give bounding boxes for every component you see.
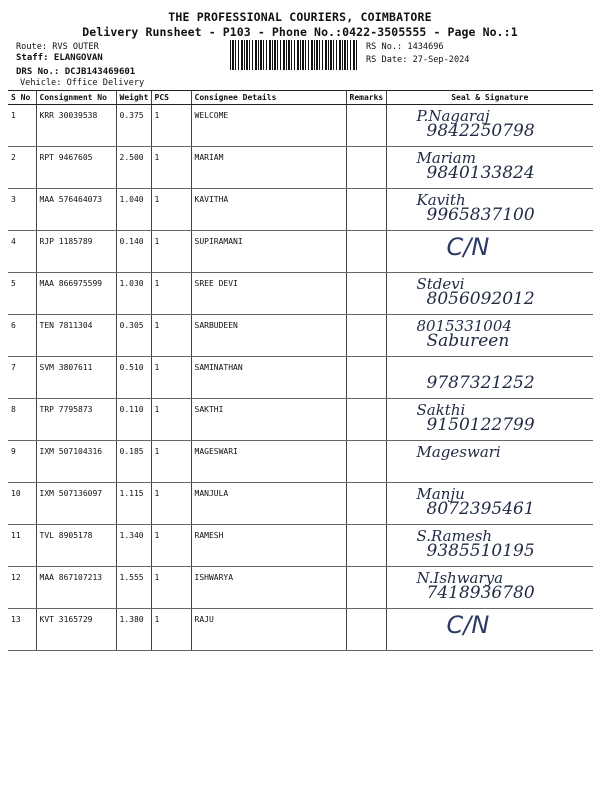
col-consignment: Consignment No (36, 91, 116, 105)
row-sno: 6 (8, 315, 36, 357)
signature-name: Kavith (416, 191, 466, 209)
company-title: THE PROFESSIONAL COURIERS, COIMBATORE (168, 10, 432, 24)
signature-name: Manju (416, 485, 465, 503)
row-weight: 1.030 (116, 273, 151, 315)
row-pcs: 1 (151, 189, 191, 231)
row-consignment: MAA 866975599 (36, 273, 116, 315)
table-row (8, 315, 593, 357)
row-weight: 0.140 (116, 231, 151, 273)
row-remarks (346, 399, 386, 441)
row-consignee: RAJU (191, 609, 346, 651)
signature-phone: 9150122799 (426, 415, 535, 435)
row-sno: 13 (8, 609, 36, 651)
table-row (8, 483, 593, 525)
row-remarks (346, 567, 386, 609)
col-consignee: Consignee Details (191, 91, 346, 105)
table-row (8, 147, 593, 189)
row-remarks (346, 273, 386, 315)
col-sno: S No (8, 91, 36, 105)
signature-phone: 9965837100 (426, 205, 535, 225)
signature-phone: 9840133824 (426, 163, 535, 183)
row-pcs: 1 (151, 357, 191, 399)
row-consignment: MAA 576464073 (36, 189, 116, 231)
row-weight: 0.110 (116, 399, 151, 441)
row-consignment: KRR 30039538 (36, 105, 116, 147)
row-consignment: SVM 3807611 (36, 357, 116, 399)
row-consignee: MAGESWARI (191, 441, 346, 483)
row-signature (386, 189, 593, 231)
row-weight: 0.305 (116, 315, 151, 357)
row-weight: 0.510 (116, 357, 151, 399)
row-pcs: 1 (151, 231, 191, 273)
row-sno: 4 (8, 231, 36, 273)
signature-name: Mariam (416, 149, 476, 167)
runsheet-table (8, 90, 593, 651)
rs-date: RS Date: 27-Sep-2024 (366, 55, 470, 65)
signature-name: S.Ramesh (416, 527, 493, 545)
row-weight: 1.115 (116, 483, 151, 525)
row-signature (386, 357, 593, 399)
row-remarks (346, 147, 386, 189)
row-sno: 10 (8, 483, 36, 525)
row-remarks (346, 483, 386, 525)
row-sno: 11 (8, 525, 36, 567)
table-body (8, 105, 593, 651)
row-remarks (346, 105, 386, 147)
col-pcs: PCS (151, 91, 191, 105)
row-weight: 1.040 (116, 189, 151, 231)
signature-name: Stdevi (416, 275, 465, 293)
row-pcs: 1 (151, 147, 191, 189)
row-pcs: 1 (151, 315, 191, 357)
vehicle-label: Vehicle: Office Delivery (20, 78, 145, 88)
row-remarks (346, 357, 386, 399)
row-signature (386, 483, 593, 525)
col-seal-signature: Seal & Signature (386, 91, 593, 105)
row-consignment: MAA 867107213 (36, 567, 116, 609)
row-consignment: RPT 9467605 (36, 147, 116, 189)
row-remarks (346, 441, 386, 483)
row-consignee: SARBUDEEN (191, 315, 346, 357)
row-consignment: KVT 3165729 (36, 609, 116, 651)
row-consignee: RAMESH (191, 525, 346, 567)
runsheet-subtitle: Delivery Runsheet - P103 - Phone No.:0422-3505555 - Page No.:1 (82, 25, 518, 39)
table-row (8, 105, 593, 147)
row-pcs: 1 (151, 567, 191, 609)
row-signature (386, 315, 593, 357)
row-signature (386, 399, 593, 441)
drs-number: DRS No.: DCJB143469601 (16, 67, 136, 77)
row-pcs: 1 (151, 273, 191, 315)
row-weight: 0.375 (116, 105, 151, 147)
signature-phone: 7418936780 (426, 583, 535, 603)
row-weight: 2.500 (116, 147, 151, 189)
row-sno: 3 (8, 189, 36, 231)
staff-label: Staff: ELANGOVAN (16, 53, 103, 63)
signature-name: Mageswari (416, 443, 501, 461)
table-row (8, 231, 593, 273)
signature-name: N.Ishwarya (416, 569, 504, 587)
signature-name: 8015331004 (416, 317, 512, 335)
row-remarks (346, 189, 386, 231)
row-consignee: SREE DEVI (191, 273, 346, 315)
row-consignee: SAKTHI (191, 399, 346, 441)
row-sno: 1 (8, 105, 36, 147)
signature-phone: 8072395461 (426, 499, 535, 519)
cn-mark: C/N (446, 611, 490, 639)
row-remarks (346, 525, 386, 567)
table-row (8, 399, 593, 441)
rs-number: RS No.: 1434696 (366, 42, 444, 52)
row-consignment: IXM 507104316 (36, 441, 116, 483)
row-signature (386, 609, 593, 651)
row-consignment: TRP 7795873 (36, 399, 116, 441)
col-remarks: Remarks (346, 91, 386, 105)
row-consignee: ISHWARYA (191, 567, 346, 609)
barcode-image (230, 40, 358, 70)
signature-name: P.Nagaraj (416, 107, 490, 125)
signature-phone: 8056092012 (426, 289, 535, 309)
signature-phone: 9787321252 (426, 373, 535, 393)
row-weight: 1.340 (116, 525, 151, 567)
row-signature (386, 231, 593, 273)
signature-phone: 9842250798 (426, 121, 535, 141)
row-sno: 2 (8, 147, 36, 189)
cn-mark: C/N (446, 233, 490, 261)
row-pcs: 1 (151, 105, 191, 147)
route-label: Route: RVS OUTER (16, 42, 99, 52)
row-sno: 12 (8, 567, 36, 609)
row-remarks (346, 231, 386, 273)
table-row (8, 525, 593, 567)
table-row (8, 357, 593, 399)
row-pcs: 1 (151, 609, 191, 651)
table-header-row (8, 91, 593, 105)
table-row (8, 189, 593, 231)
row-pcs: 1 (151, 525, 191, 567)
row-consignee: WELCOME (191, 105, 346, 147)
row-pcs: 1 (151, 441, 191, 483)
row-consignment: TVL 8905178 (36, 525, 116, 567)
signature-name: Sakthi (416, 401, 466, 419)
table-row (8, 567, 593, 609)
signature-phone: Sabureen (426, 331, 510, 351)
row-signature (386, 147, 593, 189)
table-row (8, 273, 593, 315)
row-remarks (346, 315, 386, 357)
row-consignment: RJP 1185789 (36, 231, 116, 273)
row-sno: 5 (8, 273, 36, 315)
row-signature (386, 273, 593, 315)
col-weight: Weight (116, 91, 151, 105)
row-weight: 1.380 (116, 609, 151, 651)
row-signature (386, 567, 593, 609)
table-row (8, 609, 593, 651)
row-consignee: MANJULA (191, 483, 346, 525)
signature-phone: 9385510195 (426, 541, 535, 561)
row-consignment: TEN 7811304 (36, 315, 116, 357)
row-signature (386, 441, 593, 483)
row-weight: 1.555 (116, 567, 151, 609)
row-weight: 0.185 (116, 441, 151, 483)
row-remarks (346, 609, 386, 651)
row-consignment: IXM 507136097 (36, 483, 116, 525)
table-row (8, 441, 593, 483)
row-consignee: SAMINATHAN (191, 357, 346, 399)
row-signature (386, 105, 593, 147)
row-pcs: 1 (151, 483, 191, 525)
row-signature (386, 525, 593, 567)
row-consignee: SUPIRAMANI (191, 231, 346, 273)
row-pcs: 1 (151, 399, 191, 441)
row-sno: 9 (8, 441, 36, 483)
row-consignee: KAVITHA (191, 189, 346, 231)
row-sno: 8 (8, 399, 36, 441)
row-sno: 7 (8, 357, 36, 399)
row-consignee: MARIAM (191, 147, 346, 189)
